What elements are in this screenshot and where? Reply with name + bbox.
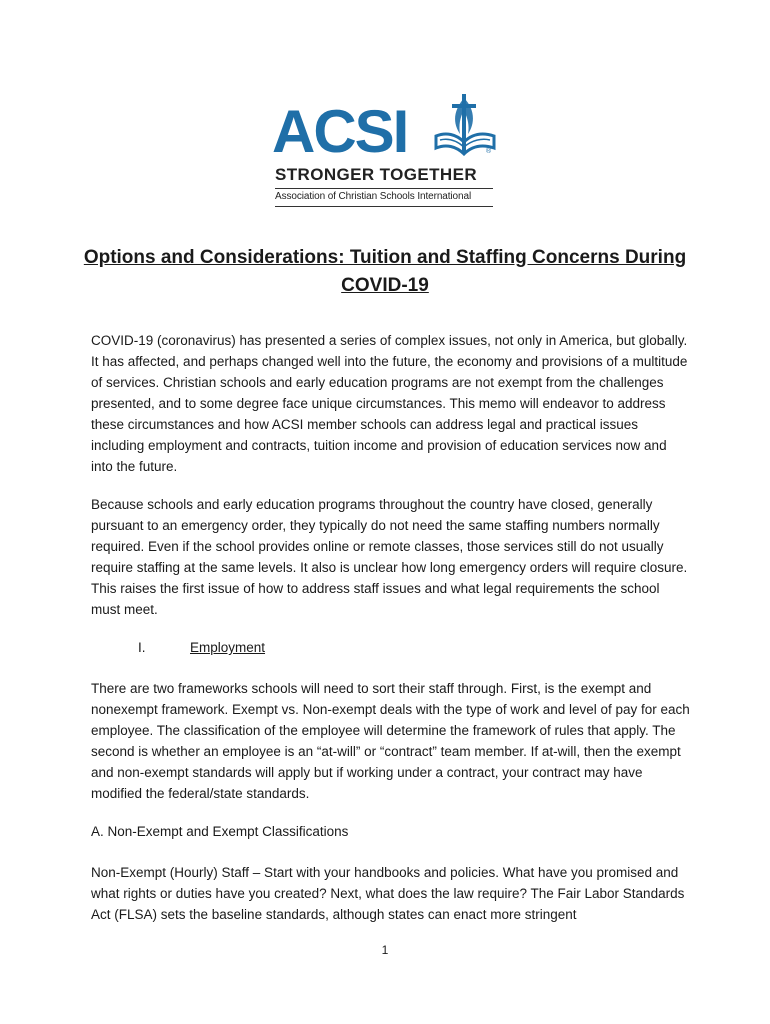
logo-tagline: STRONGER TOGETHER (275, 165, 478, 184)
subsection-heading: A. Non-Exempt and Exempt Classifications (91, 824, 349, 839)
page-number: 1 (381, 943, 389, 957)
logo-wordmark: ACSI (272, 98, 408, 165)
paragraph-staffing: Because schools and early education programs throughout the country have closed, generally pursuant to an emergency order, they typically do not need the same staffing numbers normally required. Even if the school provides online or remote classes, those services still do not usually require staffing at the same levels. It also is unclear how long emergency orders will require closure. This raises the first issue of how to address staff issues and what legal requirements the school must meet. (91, 497, 688, 617)
section-number: I. (138, 640, 146, 655)
paragraph-frameworks: There are two frameworks schools will need to sort their staff through. First, is the exempt and nonexempt framework. Exempt vs. Non-exempt deals with the type of work and level of pay for each employee. The classification of the employee will determine the framework of rules that apply. The second is whether an employee is an “at-will” or “contract” team member. If at-will, then the exempt and non-exempt standards will apply but if working under a contract, your contract may have modified the federal/state standards. (91, 681, 690, 801)
paragraph-intro: COVID-19 (coronavirus) has presented a series of complex issues, not only in America, but globally. It has affected, and perhaps changed well into the future, the economy and provisions of a multitude of services. Christian schools and early education programs are not exempt from the challenges presented, and to some degree face unique circumstances. This memo will endeavor to address these circumstances and how ACSI member schools can address legal and practical issues including employment and contracts, tuition income and provision of education services now and into the future. (91, 333, 688, 474)
acsi-logo (272, 92, 498, 210)
document-title: Options and Considerations: Tuition and Staffing Concerns During COVID-19 (83, 247, 687, 296)
logo-divider (275, 188, 493, 189)
paragraph-non-exempt: Non-Exempt (Hourly) Staff – Start with your handbooks and policies. What have you promised and what rights or duties have you created? Next, what does the law require? The Fair Labor Standards Act (FLSA) sets the baseline standards, although states can enact more stringent (91, 865, 685, 922)
section-heading: Employment (190, 640, 266, 655)
logo-organization-name: Association of Christian Schools International (275, 191, 472, 202)
logo-divider-bottom (275, 206, 493, 207)
registered-mark: ® (486, 148, 492, 155)
